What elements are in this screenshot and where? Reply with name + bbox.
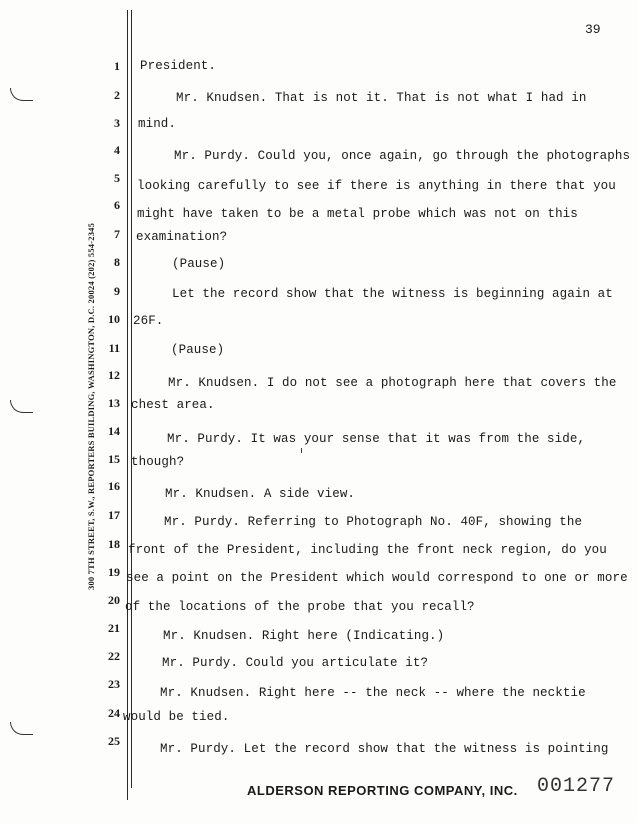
line-number: 18: [108, 537, 120, 551]
transcript-line: Mr. Purdy. Let the record show that the witness is pointing: [160, 742, 609, 756]
transcript-line: Let the record show that the witness is beginning again at: [172, 287, 613, 301]
margin-rule-outer: [127, 10, 128, 800]
line-number: 6: [114, 198, 120, 212]
page-number: 39: [585, 22, 601, 37]
transcript-line: would be tied.: [123, 710, 230, 724]
line-number: 10: [108, 312, 120, 326]
transcript-line: Mr. Purdy. Could you articulate it?: [162, 656, 429, 670]
line-number: 11: [108, 341, 120, 355]
transcript-line: mind.: [138, 117, 177, 131]
transcript-line: 26F.: [133, 314, 164, 328]
transcript-line: looking carefully to see if there is anything in there that you: [137, 179, 616, 193]
line-number: 9: [114, 284, 120, 298]
binder-hole-mark: [10, 88, 33, 101]
transcript-line: Mr. Knudsen. Right here -- the neck -- where the necktie: [160, 686, 586, 700]
transcript-line: (Pause): [171, 343, 225, 357]
transcript-line: though?: [131, 455, 185, 469]
line-number: 19: [108, 565, 120, 579]
line-number: 20: [108, 593, 120, 607]
line-number: 21: [108, 621, 120, 635]
binder-hole-mark: [10, 722, 33, 735]
line-number: 25: [108, 734, 120, 748]
transcript-line: see a point on the President which would correspond to one or more: [126, 571, 628, 585]
transcript-line: President.: [140, 59, 217, 73]
line-number: 16: [108, 479, 120, 493]
line-number: 23: [108, 677, 120, 691]
transcript-line: Mr. Knudsen. That is not it. That is not what I had in: [176, 91, 587, 105]
line-number: 1: [114, 59, 120, 73]
line-number: 15: [108, 452, 120, 466]
line-number: 13: [108, 396, 120, 410]
transcript-line: might have taken to be a metal probe which was not on this: [137, 207, 578, 221]
transcript-line: (Pause): [172, 257, 226, 271]
line-number: 24: [108, 706, 120, 720]
transcript-line: Mr. Knudsen. I do not see a photograph here that covers the: [168, 376, 617, 390]
line-number: 3: [114, 116, 120, 130]
bates-stamp: 001277: [537, 775, 616, 798]
line-number: 17: [108, 508, 120, 522]
transcript-line: Mr. Purdy. Referring to Photograph No. 40F, showing the: [164, 515, 583, 529]
stray-pen-mark: [301, 448, 302, 453]
transcript-line: of the locations of the probe that you recall?: [125, 600, 475, 614]
transcript-line: Mr. Purdy. Could you, once again, go through the photographs: [174, 149, 631, 163]
line-number: 22: [108, 649, 120, 663]
line-number: 14: [108, 424, 120, 438]
transcript-line: chest area.: [131, 398, 215, 412]
line-number: 8: [114, 255, 120, 269]
transcript-line: examination?: [136, 230, 228, 244]
reporter-address-sidebar: 300 7TH STREET, S.W., REPORTERS BUILDING, WASHINGTON, D.C. 20024 (202) 554-2345: [86, 222, 96, 590]
line-number: 4: [114, 143, 120, 157]
binder-hole-mark: [10, 400, 33, 413]
company-footer: ALDERSON REPORTING COMPANY, INC.: [247, 783, 518, 798]
line-number: 12: [108, 368, 120, 382]
line-number: 2: [114, 88, 120, 102]
transcript-line: front of the President, including the front neck region, do you: [128, 543, 607, 557]
line-number: 7: [114, 227, 120, 241]
transcript-line: Mr. Knudsen. Right here (Indicating.): [163, 629, 445, 643]
line-number: 5: [114, 171, 120, 185]
transcript-line: Mr. Knudsen. A side view.: [165, 487, 356, 501]
transcript-line: Mr. Purdy. It was your sense that it was from the side,: [167, 432, 586, 446]
